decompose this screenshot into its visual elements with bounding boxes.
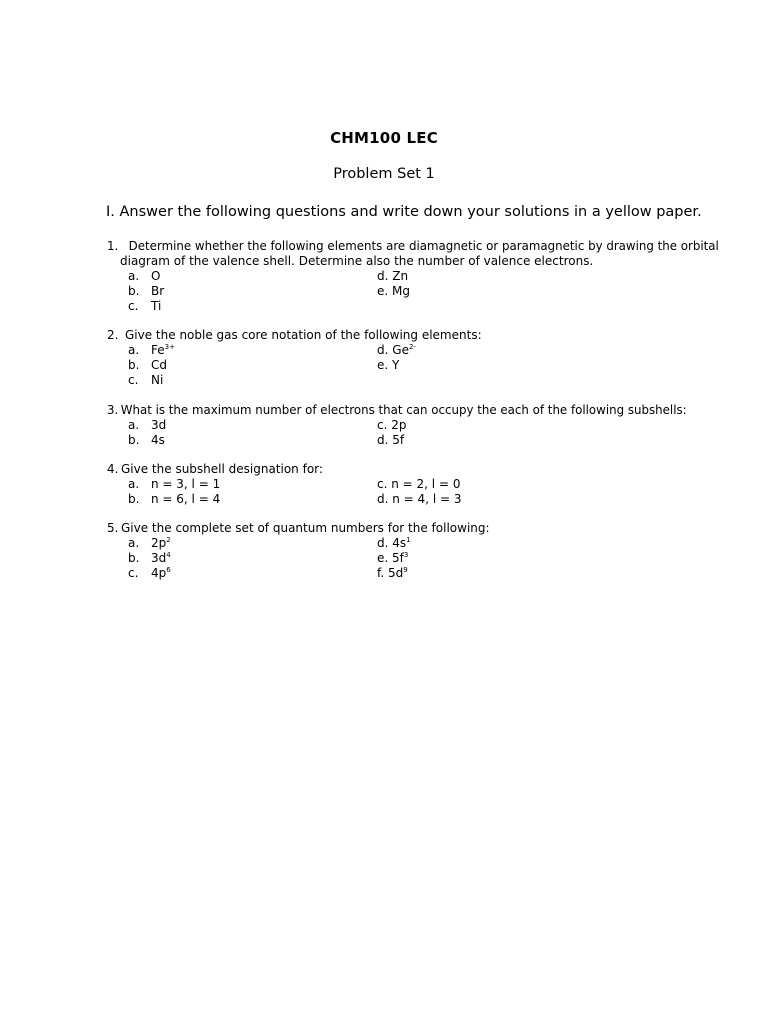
choice-item: [377, 551, 408, 566]
question-stem-text: Give the subshell designation for:: [121, 462, 323, 476]
choice-row: [107, 373, 667, 388]
choice-value: 4s: [151, 433, 165, 447]
choice-item: [128, 284, 164, 299]
choice-value: 5f: [392, 551, 404, 565]
choice-letter: f.: [377, 566, 385, 580]
document-title: CHM100 LEC: [330, 129, 438, 147]
question-number: 5.: [107, 521, 119, 535]
choice-value: O: [151, 269, 161, 283]
choice-value: n = 3, l = 1: [151, 477, 221, 491]
choice-row: [107, 551, 667, 566]
choice-value: n = 2, l = 0: [391, 477, 461, 491]
choice-value: 4p: [151, 566, 167, 580]
document-subtitle: Problem Set 1: [333, 166, 435, 182]
choice-value: Y: [392, 358, 400, 372]
question-number: 3.: [107, 403, 119, 417]
choice-superscript: 4: [166, 551, 171, 559]
choice-value: 3d: [151, 418, 167, 432]
question-stem-continued: [107, 254, 667, 269]
choice-superscript: 9: [403, 566, 408, 574]
question-2: [107, 328, 667, 388]
choice-letter: e.: [377, 284, 389, 298]
question-stem: [107, 328, 667, 343]
question-stem-text: Give the noble gas core notation of the following elements:: [125, 328, 482, 342]
choice-item: [128, 477, 220, 492]
choice-letter: c.: [128, 566, 139, 580]
choice-item: [128, 299, 161, 314]
choice-item: [128, 566, 171, 581]
question-stem: [107, 462, 667, 477]
choice-row: [107, 358, 667, 373]
choice-row: [107, 299, 667, 314]
choice-row: [107, 284, 667, 299]
choice-superscript: 1: [406, 536, 411, 544]
choice-item: [128, 343, 175, 358]
choice-value: Zn: [392, 269, 409, 283]
choice-row: [107, 433, 667, 448]
choice-list: [107, 477, 667, 507]
choice-letter: a.: [128, 269, 140, 283]
choice-item: [377, 418, 407, 433]
choice-list: [107, 343, 667, 388]
choice-item: [377, 566, 408, 581]
choice-item: [128, 433, 165, 448]
choice-superscript: 6: [166, 566, 171, 574]
instruction-text: I. Answer the following questions and write down your solutions in a yellow paper.: [106, 204, 702, 220]
choice-value: Ni: [151, 373, 164, 387]
question-number: 2.: [107, 328, 119, 342]
choice-value: Mg: [392, 284, 411, 298]
question-1: [107, 239, 719, 314]
choice-value: Cd: [151, 358, 167, 372]
choice-letter: d.: [377, 492, 389, 506]
choice-list: [107, 269, 667, 314]
question-number: 1.: [107, 239, 119, 253]
choice-value: 2p: [391, 418, 407, 432]
question-stem-text: diagram of the valence shell. Determine also the number of valence electrons.: [120, 254, 594, 268]
choice-letter: c.: [377, 477, 388, 491]
question-stem: [107, 521, 667, 536]
choice-item: [377, 433, 404, 448]
question-3: [107, 403, 687, 448]
choice-value: 2p: [151, 536, 167, 550]
choice-letter: b.: [128, 433, 140, 447]
choice-row: [107, 269, 667, 284]
question-stem: [107, 403, 687, 418]
choice-letter: d.: [377, 536, 389, 550]
choice-value: 5f: [392, 433, 405, 447]
choice-letter: e.: [377, 358, 389, 372]
choice-row: [107, 492, 667, 507]
choice-value: 5d: [388, 566, 404, 580]
choice-item: [128, 373, 163, 388]
choice-list: [107, 536, 667, 581]
choice-list: [107, 418, 667, 448]
choice-item: [128, 492, 220, 507]
choice-item: [377, 284, 410, 299]
choice-letter: c.: [128, 299, 139, 313]
choice-superscript: 3+: [164, 343, 175, 351]
choice-item: [128, 551, 171, 566]
choice-letter: a.: [128, 343, 140, 357]
choice-item: [377, 536, 411, 551]
choice-item: [128, 536, 171, 551]
choice-letter: d.: [377, 343, 389, 357]
choice-value: n = 6, l = 4: [151, 492, 221, 506]
question-4: [107, 462, 667, 507]
choice-item: [377, 358, 399, 373]
choice-letter: b.: [128, 492, 140, 506]
choice-item: [377, 492, 461, 507]
choice-letter: d.: [377, 269, 389, 283]
choice-value: n = 4, l = 3: [392, 492, 462, 506]
question-stem-text: What is the maximum number of electrons that can occupy the each of the following subshells:: [120, 403, 687, 417]
choice-value: Fe: [151, 343, 165, 357]
choice-item: [377, 477, 460, 492]
choice-row: [107, 477, 667, 492]
choice-letter: e.: [377, 551, 389, 565]
choice-row: [107, 566, 667, 581]
choice-item: [377, 343, 416, 358]
choice-superscript: 2-: [408, 343, 416, 351]
choice-value: 3d: [151, 551, 167, 565]
question-number: 4.: [107, 462, 119, 476]
choice-value: 4s: [392, 536, 407, 550]
choice-row: [107, 418, 667, 433]
choice-value: Ti: [151, 299, 162, 313]
choice-letter: b.: [128, 551, 140, 565]
choice-letter: a.: [128, 418, 140, 432]
question-stem-text: Give the complete set of quantum numbers for the following:: [121, 521, 490, 535]
choice-letter: b.: [128, 284, 140, 298]
choice-superscript: 3: [403, 551, 409, 559]
question-stem-text: Determine whether the following elements are diamagnetic or paramagnetic by drawing the orbital: [128, 239, 719, 253]
choice-item: [128, 269, 160, 284]
choice-item: [377, 269, 408, 284]
choice-letter: a.: [128, 536, 140, 550]
choice-item: [128, 358, 167, 373]
choice-letter: c.: [128, 373, 139, 387]
choice-superscript: 2: [166, 536, 171, 544]
choice-row: [107, 536, 667, 551]
question-stem: [107, 239, 719, 254]
choice-letter: d.: [377, 433, 389, 447]
choice-letter: a.: [128, 477, 140, 491]
choice-letter: c.: [377, 418, 388, 432]
question-5: [107, 521, 667, 581]
choice-value: Br: [151, 284, 165, 298]
choice-value: Ge: [392, 343, 409, 357]
choice-row: [107, 343, 667, 358]
choice-item: [128, 418, 166, 433]
choice-letter: b.: [128, 358, 140, 372]
